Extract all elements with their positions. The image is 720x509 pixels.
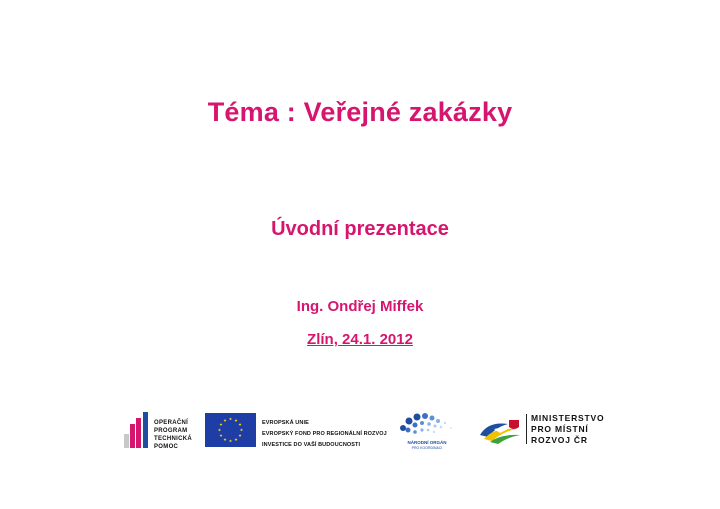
slide-title: Téma : Veřejné zakázky bbox=[207, 97, 513, 127]
narodni-organ-logo bbox=[395, 410, 459, 452]
optp-line: POMOC bbox=[154, 444, 179, 450]
mmr-line: ROZVOJ ČR bbox=[531, 435, 588, 445]
mmr-text bbox=[531, 413, 604, 446]
eu-text bbox=[262, 418, 387, 451]
mmr-divider bbox=[526, 414, 527, 444]
mmr-emblem-icon bbox=[478, 415, 522, 445]
eu-line: INVESTICE DO VAŠÍ BUDOUCNOSTI bbox=[262, 442, 361, 448]
place-date: Zlín, 24.1. 2012 bbox=[307, 331, 413, 348]
narodni-organ-sub: PRO KOORDINACI bbox=[411, 446, 443, 450]
logo-strip bbox=[0, 400, 720, 460]
eu-line: EVROPSKÝ FOND PRO REGIONÁLNÍ ROZVOJ bbox=[262, 431, 387, 437]
optp-line: PROGRAM bbox=[154, 428, 188, 434]
author-name: Ing. Ondřej Miffek bbox=[296, 298, 424, 315]
slide-subtitle: Úvodní prezentace bbox=[271, 218, 449, 240]
mmr-line: MINISTERSTVO bbox=[531, 413, 605, 423]
narodni-organ-label: NÁRODNÍ ORGÁN bbox=[407, 440, 447, 445]
eu-flag-icon bbox=[205, 413, 256, 447]
mmr-line: PRO MÍSTNÍ bbox=[531, 424, 589, 434]
optp-line: TECHNICKÁ bbox=[154, 436, 193, 442]
optp-text bbox=[154, 419, 192, 451]
optp-line: OPERAČNÍ bbox=[154, 420, 189, 426]
eu-line: EVROPSKÁ UNIE bbox=[262, 420, 309, 426]
dot-cluster-icon bbox=[395, 410, 459, 440]
optp-logo bbox=[124, 412, 196, 448]
bar-chart-icon bbox=[124, 412, 150, 448]
